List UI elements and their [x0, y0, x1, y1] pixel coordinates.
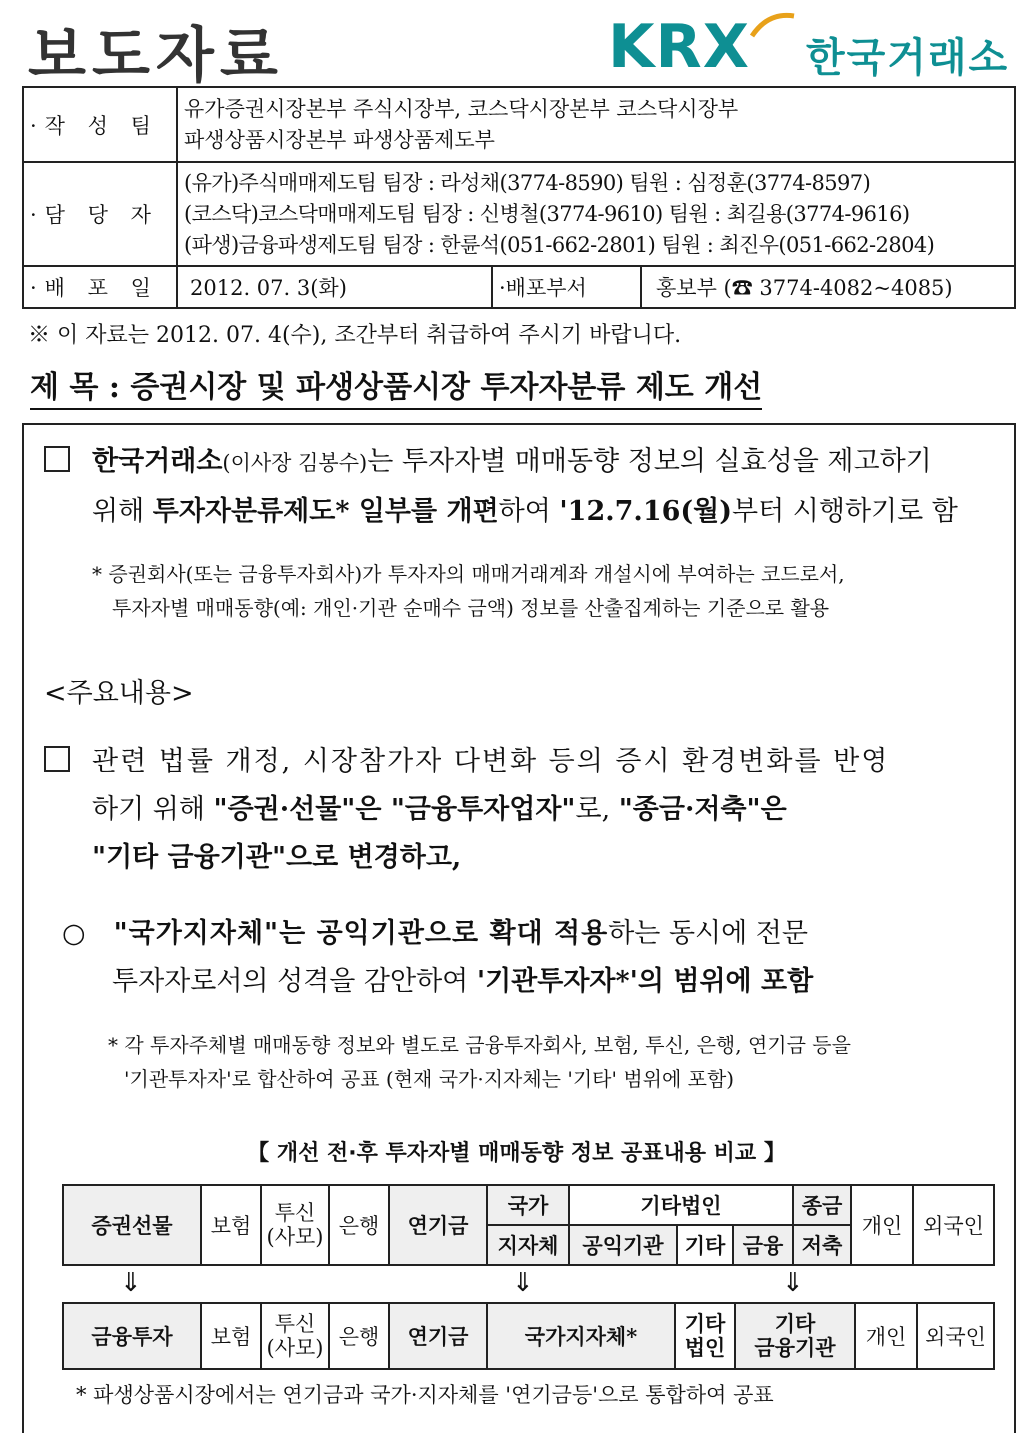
info-table [22, 86, 1016, 309]
after-cell-other-fin: 기타 금융기관 [735, 1303, 855, 1369]
after-cell-bank: 은행 [329, 1303, 389, 1369]
before-cell-foreign: 외국인 [913, 1185, 994, 1265]
before-cell-individual: 개인 [851, 1185, 913, 1265]
after-cell-foreign: 외국인 [917, 1303, 994, 1369]
before-cell-securities: 증권선물 [63, 1185, 201, 1265]
before-cell-state-top: 국가 [487, 1185, 569, 1225]
checkbox-bullet-icon [44, 446, 70, 472]
before-cell-pension: 연기금 [389, 1185, 487, 1265]
before-cell-bank: 은행 [329, 1185, 389, 1265]
down-arrow-icon: ⇓ [782, 1268, 804, 1298]
date-label: ·배 포 일 [23, 266, 177, 308]
author-label: ·작 성 팀 [23, 87, 177, 162]
before-cell-trust: 투신 (사모) [261, 1185, 329, 1265]
after-cell-individual: 개인 [855, 1303, 917, 1369]
after-cell-other-corp: 기타 법인 [675, 1303, 735, 1369]
paragraph-2-line-1: 관련 법률 개정, 시장참가자 다변화 등의 증시 환경변화를 반영 [44, 738, 889, 786]
contact-label: ·담 당 자 [23, 162, 177, 266]
checkbox-bullet-icon [44, 746, 70, 772]
footnote-2-line-1: * 각 투자주체별 매매동향 정보와 별도로 금융투자회사, 보험, 투신, 은행, 연기금 등을 [108, 1033, 851, 1057]
down-arrow-icon: ⇓ [512, 1268, 534, 1298]
comparison-footnote: * 파생상품시장에서는 연기금과 국가·지자체를 '연기금등'으로 통합하여 공표 [76, 1383, 774, 1407]
after-cell-pension: 연기금 [389, 1303, 487, 1369]
krx-logo [608, 12, 1018, 84]
paragraph-2-line-3: "기타 금융기관"으로 변경하고, [92, 842, 462, 873]
logo-mark: KRX [608, 12, 750, 82]
dept-label: ·배포부서 [492, 266, 641, 308]
logo-name: 한국거래소 [806, 35, 1010, 81]
paragraph-1-line-1: 한국거래소(이사장 김봉수)는 투자자별 매매동향 정보의 실효성을 제고하기 [44, 438, 932, 487]
before-cell-public: 공익기관 [569, 1225, 677, 1265]
after-cell-insurance: 보험 [201, 1303, 261, 1369]
before-cell-insurance: 보험 [201, 1185, 261, 1265]
after-cell-fin-invest: 금융투자 [63, 1303, 201, 1369]
after-cell-trust: 투신 (사모) [261, 1303, 329, 1369]
embargo-notice: ※ 이 자료는 2012. 07. 4(수), 조간부터 취급하여 주시기 바랍니다. [28, 323, 682, 348]
contact-value [177, 162, 1015, 266]
paragraph-3-line-1: ○ "국가지자체"는 공익기관으로 확대 적용하는 동시에 전문 [62, 918, 808, 949]
footnote-1-line-1: * 증권회사(또는 금융투자회사)가 투자자의 매매거래계좌 개설시에 부여하는 코드로서, [92, 562, 845, 586]
circle-bullet-icon: ○ [62, 918, 86, 949]
after-table [62, 1302, 995, 1370]
before-table [62, 1184, 995, 1266]
subject-line: 제 목 : 증권시장 및 파생상품시장 투자자분류 제도 개선 [30, 362, 762, 410]
date-value: 2012. 07. 3(화) [177, 266, 492, 308]
contact-line: (파생)금융파생제도팀 팀장 : 한륜석(051-662-2801) 팀원 : 최진우(051-662-2804) [184, 232, 935, 257]
footnote-2-line-2: '기관투자자'로 합산하여 공표 (현재 국가·지자체는 '기타' 범위에 포함) [124, 1067, 735, 1091]
after-cell-state: 국가지자체* [487, 1303, 675, 1369]
before-cell-merchant-bottom: 저축 [793, 1225, 851, 1265]
author-line: 유가증권시장본부 주식시장부, 코스닥시장본부 코스닥시장부 [184, 96, 739, 121]
document-type-title: 보도자료 [28, 21, 284, 91]
before-cell-merchant-top: 종금 [793, 1185, 851, 1225]
before-cell-state-bottom: 지자체 [487, 1225, 569, 1265]
contact-line: (유가)주식매매제도팀 팀장 : 라성채(3774-8590) 팀원 : 심정훈(3774-8597) [184, 170, 871, 195]
paragraph-2-line-2: 하기 위해 "증권·선물"은 "금융투자업자"로, "종금·저축"은 [92, 794, 787, 825]
contact-line: (코스닥)코스닥매매제도팀 팀장 : 신병철(3774-9610) 팀원 : 최길용(3774-9616) [184, 201, 910, 226]
down-arrow-icon: ⇓ [120, 1268, 142, 1298]
before-cell-other: 기타 [677, 1225, 733, 1265]
paragraph-3-line-2: 투자자로서의 성격을 감안하여 '기관투자자*'의 범위에 포함 [112, 966, 814, 997]
footnote-1-line-2: 투자자별 매매동향(예: 개인·기관 순매수 금액) 정보를 산출집계하는 기준으로 활용 [112, 596, 830, 620]
before-cell-other-corp: 기타법인 [569, 1185, 793, 1225]
paragraph-1-line-2: 위해 투자자분류제도* 일부를 개편하여 '12.7.16(월)부터 시행하기로 함 [92, 496, 958, 527]
author-line: 파생상품시장본부 파생상품제도부 [184, 127, 495, 152]
main-content-heading: <주요내용> [44, 678, 194, 709]
comparison-title: 【 개선 전·후 투자자별 매매동향 정보 공표내용 비교 】 [247, 1141, 786, 1166]
before-cell-finance: 금융 [733, 1225, 793, 1265]
author-value [177, 87, 1015, 162]
dept-value: 홍보부 (☎ 3774-4082~4085) [641, 266, 1015, 308]
logo-swoosh-icon [748, 10, 798, 40]
